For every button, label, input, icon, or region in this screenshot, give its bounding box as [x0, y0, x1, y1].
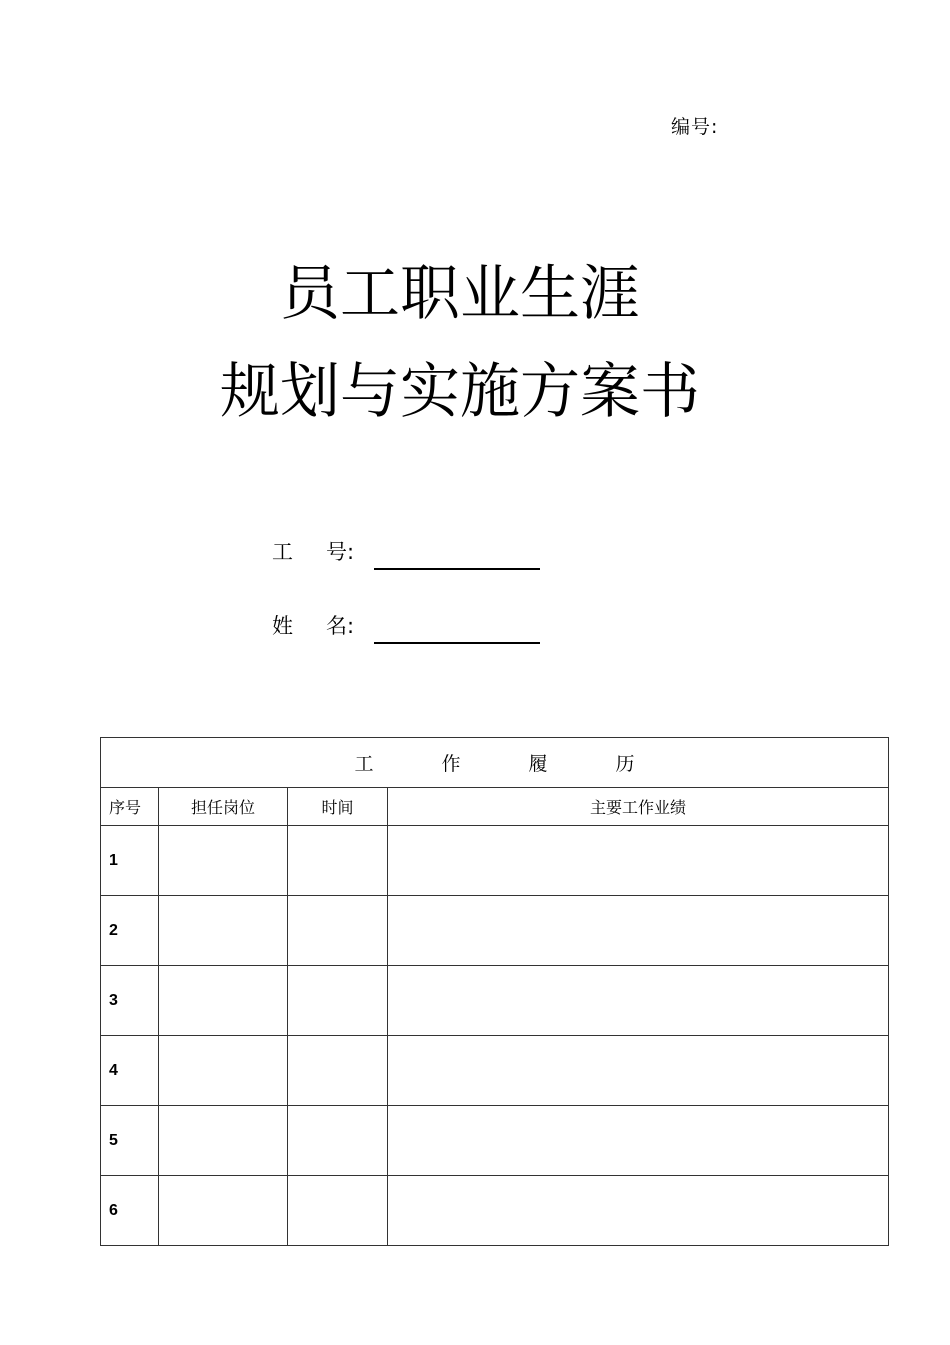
document-title-line-1: 员工职业生涯 — [280, 259, 640, 329]
table-row — [101, 1036, 889, 1106]
row-seq: 6 — [101, 1176, 159, 1246]
row-time-cell[interactable] — [288, 1106, 388, 1176]
header-time: 时间 — [288, 788, 388, 826]
employee-id-label — [272, 536, 374, 566]
name-label — [272, 610, 374, 640]
header-position: 担任岗位 — [159, 788, 288, 826]
row-seq: 5 — [101, 1106, 159, 1176]
row-achievements-cell[interactable] — [388, 1106, 889, 1176]
table-title-char: 历 — [615, 753, 635, 775]
row-seq: 2 — [101, 896, 159, 966]
employee-id-blank-line[interactable] — [374, 568, 540, 570]
employee-id-label-char2: 号: — [326, 540, 355, 564]
table-header-row — [101, 788, 889, 826]
table-row — [101, 966, 889, 1036]
row-achievements-cell[interactable] — [388, 1036, 889, 1106]
table-row — [101, 896, 889, 966]
row-achievements-cell[interactable] — [388, 826, 889, 896]
table-row — [101, 826, 889, 896]
row-position-cell[interactable] — [159, 1106, 288, 1176]
table-title-char: 工 — [354, 753, 374, 775]
name-blank-line[interactable] — [374, 642, 540, 644]
table-row — [101, 1106, 889, 1176]
table-row — [101, 1176, 889, 1246]
row-achievements-cell[interactable] — [388, 896, 889, 966]
row-seq: 4 — [101, 1036, 159, 1106]
name-label-char2: 名: — [326, 614, 355, 638]
row-time-cell[interactable] — [288, 1036, 388, 1106]
row-position-cell[interactable] — [159, 896, 288, 966]
row-time-cell[interactable] — [288, 1176, 388, 1246]
name-field — [272, 610, 540, 640]
table-title — [355, 749, 635, 776]
employee-id-field — [272, 536, 540, 566]
table-title-char: 履 — [528, 753, 548, 775]
name-label-char1: 姓 — [272, 614, 293, 638]
table-title-cell — [101, 738, 889, 788]
row-position-cell[interactable] — [159, 966, 288, 1036]
row-position-cell[interactable] — [159, 1036, 288, 1106]
row-time-cell[interactable] — [288, 896, 388, 966]
row-seq: 1 — [101, 826, 159, 896]
row-time-cell[interactable] — [288, 966, 388, 1036]
row-achievements-cell[interactable] — [388, 966, 889, 1036]
employee-id-label-char1: 工 — [272, 540, 293, 564]
row-achievements-cell[interactable] — [388, 1176, 889, 1246]
header-seq: 序号 — [101, 788, 159, 826]
header-achievements: 主要工作业绩 — [388, 788, 889, 826]
row-position-cell[interactable] — [159, 826, 288, 896]
row-position-cell[interactable] — [159, 1176, 288, 1246]
table-title-char: 作 — [441, 753, 461, 775]
document-title-line-2: 规划与实施方案书 — [220, 357, 700, 427]
row-time-cell[interactable] — [288, 826, 388, 896]
table-title-row — [101, 738, 889, 788]
document-number-label: 编号: — [671, 116, 719, 138]
row-seq: 3 — [101, 966, 159, 1036]
work-history-table — [100, 737, 889, 1246]
